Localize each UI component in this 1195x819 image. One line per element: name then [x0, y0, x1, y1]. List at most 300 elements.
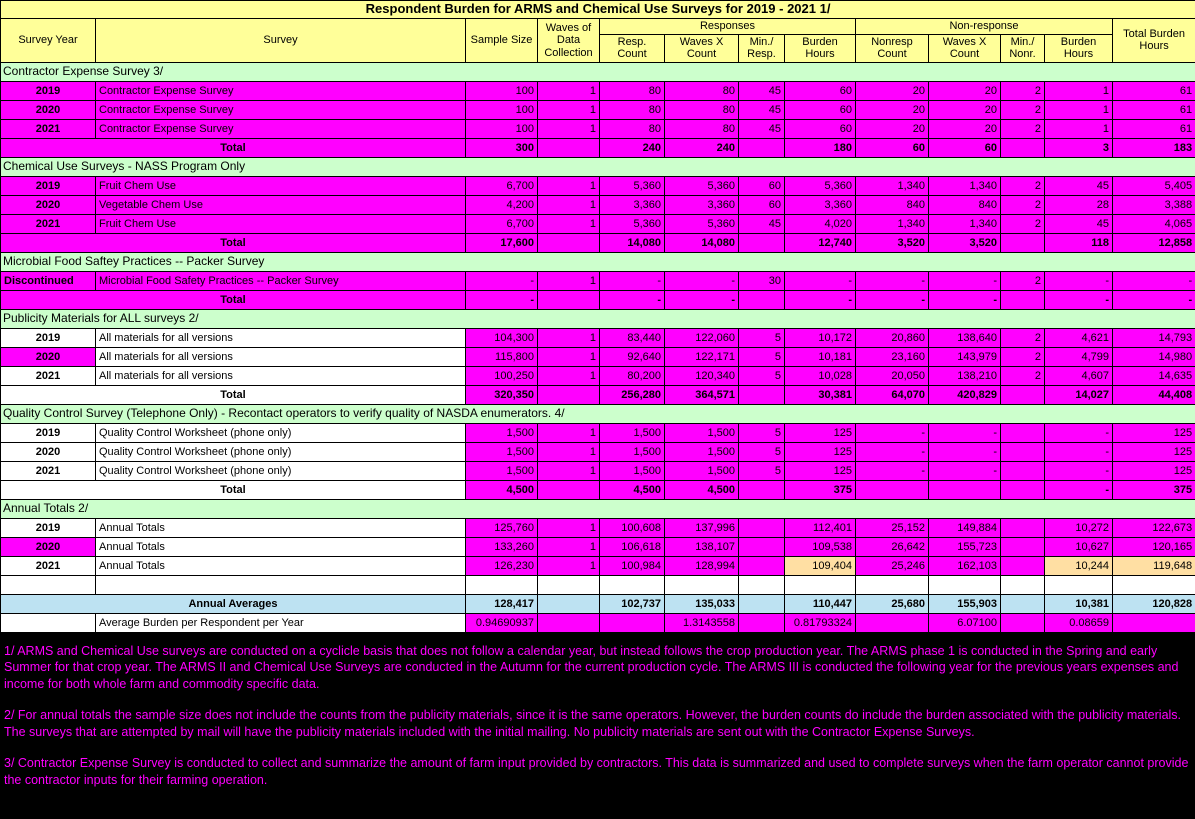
value-cell: - [785, 271, 856, 290]
value-cell: 4,065 [1113, 214, 1195, 233]
footnote-2: 2/ For annual totals the sample size does not include the counts from the publicity materials, since it is the same operators. However, the burden counts do include the burden associated with the publicity materials. The surveys that are attempted by mail will have the publicity materials included with the initial mailing. No publicity materials are sent out with the Contractor Expense Surveys. [4, 708, 1182, 739]
value-cell: 125 [785, 423, 856, 442]
value-cell: 83,440 [600, 328, 665, 347]
section-title: Chemical Use Surveys - NASS Program Only [1, 157, 1195, 176]
value-cell: 80 [600, 119, 665, 138]
value-cell: 100,608 [600, 518, 665, 537]
value-cell [739, 138, 785, 157]
value-cell: 375 [785, 480, 856, 499]
table-row [1, 176, 1195, 195]
value-cell: 45 [1045, 214, 1113, 233]
value-cell: 1,340 [856, 214, 929, 233]
value-cell: 240 [665, 138, 739, 157]
value-cell: 119,648 [1113, 556, 1195, 575]
title-row [1, 1, 1195, 19]
value-cell [1001, 385, 1045, 404]
value-cell: 149,884 [929, 518, 1001, 537]
value-cell [929, 480, 1001, 499]
value-cell: 20 [856, 100, 929, 119]
value-cell: 26,642 [856, 537, 929, 556]
value-cell: 1,340 [929, 176, 1001, 195]
value-cell: 4,799 [1045, 347, 1113, 366]
value-cell: - [1113, 290, 1195, 309]
value-cell: 60 [856, 138, 929, 157]
survey-cell: Quality Control Worksheet (phone only) [96, 461, 466, 480]
value-cell: 3,388 [1113, 195, 1195, 214]
value-cell: - [856, 423, 929, 442]
value-cell: 45 [1045, 176, 1113, 195]
value-cell: 2 [1001, 271, 1045, 290]
value-cell: 128,994 [665, 556, 739, 575]
value-cell: 126,230 [466, 556, 538, 575]
value-cell: 1,500 [466, 442, 538, 461]
value-cell [1001, 138, 1045, 157]
value-cell: - [929, 442, 1001, 461]
survey-cell: Contractor Expense Survey [96, 119, 466, 138]
value-cell: 3,360 [665, 195, 739, 214]
table-row [1, 328, 1195, 347]
value-cell: 100 [466, 100, 538, 119]
value-cell: 20 [856, 81, 929, 100]
value-cell: 100 [466, 81, 538, 100]
value-cell: 3,520 [929, 233, 1001, 252]
value-cell [600, 613, 665, 632]
value-cell: 180 [785, 138, 856, 157]
value-cell: 10,181 [785, 347, 856, 366]
year-cell: 2020 [1, 100, 96, 119]
table-row [1, 594, 1195, 613]
survey-cell: Annual Totals [96, 537, 466, 556]
page-title: Respondent Burden for ARMS and Chemical Use Surveys for 2019 - 2021 1/ [1, 1, 1195, 19]
year-cell [1, 613, 96, 632]
value-cell: - [665, 290, 739, 309]
value-cell [856, 575, 929, 594]
value-cell: 138,210 [929, 366, 1001, 385]
value-cell [739, 575, 785, 594]
year-cell: 2019 [1, 81, 96, 100]
survey-cell: Fruit Chem Use [96, 176, 466, 195]
section-title: Contractor Expense Survey 3/ [1, 62, 1195, 81]
value-cell: 120,340 [665, 366, 739, 385]
value-cell: 14,027 [1045, 385, 1113, 404]
value-cell: - [1045, 480, 1113, 499]
survey-cell: Annual Totals [96, 556, 466, 575]
value-cell: 25,246 [856, 556, 929, 575]
value-cell: 1 [538, 442, 600, 461]
value-cell [739, 537, 785, 556]
survey-cell: Quality Control Worksheet (phone only) [96, 423, 466, 442]
col-header-total-burden: Total Burden Hours [1113, 19, 1195, 63]
value-cell [1001, 537, 1045, 556]
value-cell: 102,737 [600, 594, 665, 613]
value-cell: 6,700 [466, 176, 538, 195]
value-cell: 120,828 [1113, 594, 1195, 613]
value-cell: 61 [1113, 119, 1195, 138]
value-cell: 14,793 [1113, 328, 1195, 347]
value-cell: 1 [538, 81, 600, 100]
col-header-nonresp-waves-x-count: Waves X Count [929, 34, 1001, 62]
value-cell: 1 [1045, 100, 1113, 119]
value-cell: 10,381 [1045, 594, 1113, 613]
value-cell: 320,350 [466, 385, 538, 404]
value-cell: 138,640 [929, 328, 1001, 347]
col-group-responses: Responses [600, 19, 856, 35]
value-cell: 20,050 [856, 366, 929, 385]
col-header-min-per-resp: Min./ Resp. [739, 34, 785, 62]
value-cell: 1 [538, 100, 600, 119]
value-cell: 125 [785, 442, 856, 461]
col-header-waves: Waves of Data Collection [538, 19, 600, 63]
value-cell: 5,360 [785, 176, 856, 195]
section-header-row [1, 62, 1195, 81]
value-cell: 1,500 [600, 423, 665, 442]
col-header-resp-burden-hours: Burden Hours [785, 34, 856, 62]
value-cell: - [1045, 271, 1113, 290]
value-cell [739, 290, 785, 309]
survey-cell: All materials for all versions [96, 366, 466, 385]
table-row [1, 100, 1195, 119]
value-cell: 20,860 [856, 328, 929, 347]
table-row [1, 480, 1195, 499]
value-cell: 20 [929, 100, 1001, 119]
survey-cell: Contractor Expense Survey [96, 100, 466, 119]
value-cell: 80 [665, 81, 739, 100]
value-cell: 3,360 [785, 195, 856, 214]
survey-cell: Microbial Food Safety Practices -- Packer Survey [96, 271, 466, 290]
value-cell [739, 556, 785, 575]
value-cell [739, 480, 785, 499]
value-cell: - [929, 271, 1001, 290]
value-cell: 64,070 [856, 385, 929, 404]
total-label: Total [1, 385, 466, 404]
value-cell: 61 [1113, 100, 1195, 119]
value-cell: 1 [538, 195, 600, 214]
table-row [1, 575, 1195, 594]
table-row [1, 461, 1195, 480]
value-cell: 1.3143558 [665, 613, 739, 632]
value-cell [1001, 556, 1045, 575]
value-cell: - [466, 290, 538, 309]
col-header-resp-count: Resp. Count [600, 34, 665, 62]
table-row [1, 423, 1195, 442]
value-cell: 2 [1001, 81, 1045, 100]
value-cell: 14,980 [1113, 347, 1195, 366]
value-cell: - [1045, 423, 1113, 442]
value-cell: 143,979 [929, 347, 1001, 366]
value-cell [538, 138, 600, 157]
value-cell: 80 [665, 100, 739, 119]
value-cell: 1,500 [665, 442, 739, 461]
table-row [1, 138, 1195, 157]
value-cell: 2 [1001, 214, 1045, 233]
value-cell: 1 [538, 518, 600, 537]
table-row [1, 290, 1195, 309]
value-cell: 3,520 [856, 233, 929, 252]
value-cell: - [929, 423, 1001, 442]
value-cell [1001, 461, 1045, 480]
empty-cell [1, 575, 96, 594]
value-cell: 1 [538, 176, 600, 195]
value-cell [1001, 480, 1045, 499]
value-cell: 2 [1001, 176, 1045, 195]
value-cell: 20 [929, 119, 1001, 138]
value-cell [538, 594, 600, 613]
value-cell: 45 [739, 81, 785, 100]
value-cell: 3 [1045, 138, 1113, 157]
value-cell: 4,607 [1045, 366, 1113, 385]
value-cell: 2 [1001, 328, 1045, 347]
footnote-3: 3/ Contractor Expense Survey is conducted to collect and summarize the amount of farm input provided by contractors. This data is summarized and used to complete surveys when the farm operator cannot provide the contractor inputs for their farming operation. [4, 756, 1189, 787]
value-cell [1001, 518, 1045, 537]
value-cell: 92,640 [600, 347, 665, 366]
value-cell: 4,500 [600, 480, 665, 499]
value-cell: 120,165 [1113, 537, 1195, 556]
year-cell: 2019 [1, 518, 96, 537]
value-cell: 1 [538, 214, 600, 233]
value-cell: 30,381 [785, 385, 856, 404]
value-cell: 1 [538, 423, 600, 442]
value-cell [600, 575, 665, 594]
year-cell: Discontinued [1, 271, 96, 290]
empty-cell [96, 575, 466, 594]
value-cell: 4,200 [466, 195, 538, 214]
value-cell: 0.81793324 [785, 613, 856, 632]
value-cell: 100,984 [600, 556, 665, 575]
value-cell: 1,340 [929, 214, 1001, 233]
section-title: Publicity Materials for ALL surveys 2/ [1, 309, 1195, 328]
value-cell: 5,360 [665, 214, 739, 233]
value-cell [856, 480, 929, 499]
value-cell: 44,408 [1113, 385, 1195, 404]
value-cell: 125 [1113, 423, 1195, 442]
value-cell: 45 [739, 100, 785, 119]
value-cell: 10,627 [1045, 537, 1113, 556]
value-cell: 1,500 [665, 423, 739, 442]
value-cell: - [856, 461, 929, 480]
footnote-1: 1/ ARMS and Chemical Use surveys are conducted on a cyclicle basis that does not follow a calendar year, but instead follows the crop production year. The ARMS phase 1 is conducted in the Spring and early Summer for that crop year. The ARMS II and Chemical Use Surveys are conducted in the Autumn for the current production cycle. The ARMS III is conducted the following year for the previous years expenses and income for both whole farm and commodity specific data. [4, 643, 1179, 691]
value-cell: 30 [739, 271, 785, 290]
value-cell: 1 [538, 537, 600, 556]
value-cell [1045, 575, 1113, 594]
value-cell: 110,447 [785, 594, 856, 613]
value-cell: - [929, 461, 1001, 480]
value-cell: 1 [1045, 119, 1113, 138]
value-cell: 5,405 [1113, 176, 1195, 195]
value-cell: 183 [1113, 138, 1195, 157]
footnotes [0, 633, 1195, 789]
value-cell [1001, 594, 1045, 613]
header-group-row [1, 19, 1195, 35]
value-cell: 5 [739, 442, 785, 461]
total-label: Total [1, 480, 466, 499]
value-cell: 5 [739, 461, 785, 480]
value-cell: 1 [538, 461, 600, 480]
value-cell: 17,600 [466, 233, 538, 252]
value-cell: 6.07100 [929, 613, 1001, 632]
value-cell: 1,500 [466, 423, 538, 442]
value-cell: 1,500 [600, 442, 665, 461]
value-cell: 10,272 [1045, 518, 1113, 537]
value-cell: 104,300 [466, 328, 538, 347]
table-row [1, 271, 1195, 290]
value-cell: 60 [929, 138, 1001, 157]
value-cell: 240 [600, 138, 665, 157]
value-cell: 112,401 [785, 518, 856, 537]
value-cell [785, 575, 856, 594]
value-cell: - [856, 290, 929, 309]
table-row [1, 195, 1195, 214]
value-cell: 61 [1113, 81, 1195, 100]
value-cell: 118 [1045, 233, 1113, 252]
value-cell: 420,829 [929, 385, 1001, 404]
value-cell: - [1045, 461, 1113, 480]
value-cell [1113, 613, 1195, 632]
survey-cell: All materials for all versions [96, 347, 466, 366]
value-cell [538, 613, 600, 632]
value-cell: 10,172 [785, 328, 856, 347]
value-cell: 20 [929, 81, 1001, 100]
table-row [1, 233, 1195, 252]
col-header-survey-year: Survey Year [1, 19, 96, 63]
col-header-sample-size: Sample Size [466, 19, 538, 63]
value-cell: - [466, 271, 538, 290]
value-cell: 60 [739, 176, 785, 195]
value-cell: 5,360 [600, 214, 665, 233]
value-cell: 1 [538, 328, 600, 347]
value-cell: 137,996 [665, 518, 739, 537]
section-header-row [1, 252, 1195, 271]
table-row [1, 214, 1195, 233]
value-cell: - [600, 290, 665, 309]
table-row [1, 442, 1195, 461]
year-cell: 2020 [1, 442, 96, 461]
value-cell [538, 480, 600, 499]
survey-cell: All materials for all versions [96, 328, 466, 347]
value-cell: 12,740 [785, 233, 856, 252]
value-cell: 2 [1001, 119, 1045, 138]
value-cell: 1,500 [665, 461, 739, 480]
value-cell: 155,903 [929, 594, 1001, 613]
total-label: Total [1, 138, 466, 157]
value-cell [929, 575, 1001, 594]
value-cell: 14,635 [1113, 366, 1195, 385]
year-cell: 2019 [1, 423, 96, 442]
value-cell [1001, 290, 1045, 309]
value-cell: 135,033 [665, 594, 739, 613]
value-cell: 1 [538, 119, 600, 138]
value-cell: 109,404 [785, 556, 856, 575]
year-cell: 2019 [1, 176, 96, 195]
value-cell [665, 575, 739, 594]
survey-cell: Vegetable Chem Use [96, 195, 466, 214]
col-header-resp-waves-x-count: Waves X Count [665, 34, 739, 62]
value-cell [1001, 423, 1045, 442]
value-cell: 2 [1001, 195, 1045, 214]
value-cell: 155,723 [929, 537, 1001, 556]
value-cell: 60 [785, 119, 856, 138]
value-cell [856, 613, 929, 632]
survey-cell: Quality Control Worksheet (phone only) [96, 442, 466, 461]
value-cell: 5 [739, 423, 785, 442]
value-cell: 14,080 [600, 233, 665, 252]
value-cell [466, 575, 538, 594]
value-cell: 10,244 [1045, 556, 1113, 575]
survey-cell: Fruit Chem Use [96, 214, 466, 233]
year-cell: 2021 [1, 119, 96, 138]
survey-cell: Average Burden per Respondent per Year [96, 613, 466, 632]
col-header-nonresp-count: Nonresp Count [856, 34, 929, 62]
value-cell: 0.08659 [1045, 613, 1113, 632]
value-cell: 1 [1045, 81, 1113, 100]
table-row [1, 518, 1195, 537]
value-cell: 1,500 [466, 461, 538, 480]
table-row [1, 81, 1195, 100]
value-cell [1001, 442, 1045, 461]
value-cell: 128,417 [466, 594, 538, 613]
value-cell: 14,080 [665, 233, 739, 252]
value-cell: 1 [538, 347, 600, 366]
value-cell: 375 [1113, 480, 1195, 499]
value-cell [1113, 575, 1195, 594]
value-cell: 4,621 [1045, 328, 1113, 347]
value-cell: 109,538 [785, 537, 856, 556]
table-row [1, 347, 1195, 366]
value-cell [538, 385, 600, 404]
value-cell: 5 [739, 328, 785, 347]
value-cell: 60 [785, 81, 856, 100]
value-cell [739, 518, 785, 537]
col-header-min-per-nonresp: Min./ Nonr. [1001, 34, 1045, 62]
value-cell: - [665, 271, 739, 290]
value-cell: 115,800 [466, 347, 538, 366]
year-cell: 2021 [1, 556, 96, 575]
value-cell: 100,250 [466, 366, 538, 385]
section-header-row [1, 499, 1195, 518]
value-cell: - [1113, 271, 1195, 290]
value-cell [1001, 233, 1045, 252]
section-header-row [1, 404, 1195, 423]
value-cell: 80 [665, 119, 739, 138]
value-cell: 1 [538, 556, 600, 575]
section-title: Quality Control Survey (Telephone Only) - Recontact operators to verify quality of NASDA enumerators. 4/ [1, 404, 1195, 423]
value-cell: 364,571 [665, 385, 739, 404]
value-cell: - [856, 442, 929, 461]
value-cell: 300 [466, 138, 538, 157]
value-cell: - [1045, 290, 1113, 309]
value-cell: 0.94690937 [466, 613, 538, 632]
section-title: Microbial Food Saftey Practices -- Packer Survey [1, 252, 1195, 271]
value-cell: 122,673 [1113, 518, 1195, 537]
value-cell: 60 [785, 100, 856, 119]
value-cell: 5 [739, 347, 785, 366]
section-header-row [1, 157, 1195, 176]
value-cell: 256,280 [600, 385, 665, 404]
value-cell: 125 [1113, 442, 1195, 461]
table-row [1, 613, 1195, 632]
value-cell [538, 290, 600, 309]
value-cell: 1 [538, 366, 600, 385]
value-cell: 1,500 [600, 461, 665, 480]
value-cell [1001, 613, 1045, 632]
year-cell: 2020 [1, 537, 96, 556]
year-cell: 2021 [1, 461, 96, 480]
total-label: Total [1, 233, 466, 252]
value-cell: 106,618 [600, 537, 665, 556]
year-cell: 2020 [1, 347, 96, 366]
col-group-nonresponse: Non-response [856, 19, 1113, 35]
value-cell: 3,360 [600, 195, 665, 214]
value-cell: 2 [1001, 100, 1045, 119]
